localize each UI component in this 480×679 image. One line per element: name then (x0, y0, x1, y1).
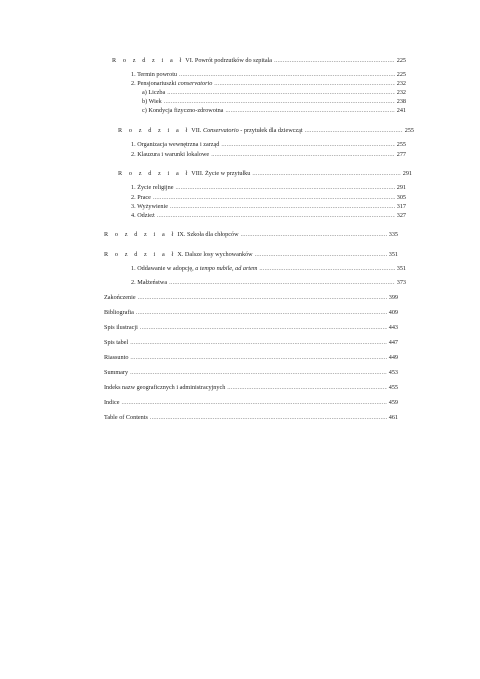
entry-title: Spis ilustracji (104, 324, 138, 331)
toc-entry-section (131, 278, 406, 287)
page-number: 305 (396, 194, 406, 201)
toc-entry-section (131, 202, 406, 211)
entry-title: Indeks nazw geograficznych i administracyjnych (104, 384, 226, 391)
chapter-heading (104, 230, 239, 239)
dot-leader (255, 250, 387, 259)
dot-leader (130, 338, 386, 347)
dot-leader (225, 106, 394, 115)
toc-entry-chapter-7 (118, 126, 414, 135)
dot-leader (130, 368, 387, 377)
toc-entry-section (131, 183, 406, 192)
page-number: 291 (402, 170, 412, 177)
dot-leader (136, 308, 387, 317)
dot-leader (211, 150, 395, 159)
dot-leader (170, 202, 395, 211)
chapter-title: VI. Powrót podrzutków do szpitala (185, 57, 273, 64)
entry-title: Zakończenie (104, 294, 136, 301)
dot-leader (153, 193, 395, 202)
dot-leader (130, 353, 386, 362)
page-number: 447 (388, 339, 398, 346)
entry-title: Riassunto (104, 354, 129, 361)
dot-leader (259, 264, 394, 273)
toc-entry-back-matter (104, 368, 398, 377)
section-title-text: 2. Pensjonariuszki (131, 80, 178, 87)
chapter-title-rest: - przytułek dla dziewcząt (238, 127, 303, 134)
page-number: 455 (388, 384, 398, 391)
page-number: 327 (396, 212, 406, 219)
page-number: 255 (404, 127, 414, 134)
dot-leader (150, 413, 387, 422)
toc-entry-chapter-9 (104, 230, 398, 239)
dot-leader (164, 97, 395, 106)
dot-leader (138, 293, 387, 302)
dot-leader (140, 323, 387, 332)
page-number: 459 (388, 399, 398, 406)
dot-leader (175, 183, 394, 192)
section-title (131, 79, 212, 88)
dot-leader (157, 211, 395, 220)
toc-entry-back-matter (104, 293, 398, 302)
page-number: 351 (396, 265, 406, 272)
chapter-title: VIII. Życie w przytułku (191, 170, 251, 177)
toc-entry-back-matter (104, 323, 398, 332)
chapter-heading (118, 126, 303, 135)
toc-entry-back-matter (104, 308, 398, 317)
dot-leader (169, 278, 395, 287)
page-number: 238 (396, 98, 406, 105)
dot-leader (167, 88, 395, 97)
dot-leader (214, 79, 394, 88)
chapter-title-italic: Conservatorio (202, 127, 239, 134)
chapter-prefix: R o z d z i a ł (118, 170, 190, 177)
page-number: 399 (388, 294, 398, 301)
toc-entry-section (131, 193, 406, 202)
page-number: 317 (396, 203, 406, 210)
page-number: 255 (396, 141, 406, 148)
section-title: 2. Prace (131, 194, 151, 201)
chapter-title: IX. Szkoła dla chłopców (177, 231, 239, 238)
toc-entry-section (131, 264, 406, 273)
dot-leader (179, 70, 395, 79)
chapter-heading (118, 169, 250, 178)
dot-leader (274, 56, 395, 65)
chapter-prefix: R o z d z i a ł (104, 251, 176, 258)
section-title: 4. Odzież (131, 212, 155, 219)
page-number: 232 (396, 80, 406, 87)
page-number: 225 (396, 57, 406, 64)
entry-title: Indice (104, 399, 120, 406)
chapter-prefix: R o z d z i a ł (112, 57, 184, 64)
entry-title: Bibliografia (104, 309, 134, 316)
page-number: 453 (388, 369, 398, 376)
page-number: 409 (388, 309, 398, 316)
toc-entry-section (131, 79, 406, 88)
dot-leader (241, 230, 387, 239)
chapter-prefix: R o z d z i a ł (104, 231, 176, 238)
section-title-italic: conservatorio (177, 80, 213, 87)
chapter-heading (112, 56, 272, 65)
entry-title: Spis tabel (104, 339, 129, 346)
page-number: 291 (396, 184, 406, 191)
toc-entry-back-matter (104, 383, 398, 392)
toc-entry-subsection (142, 97, 406, 106)
page-number: 461 (388, 414, 398, 421)
page-number: 443 (388, 324, 398, 331)
toc-entry-back-matter (104, 398, 398, 407)
toc-entry-back-matter (104, 353, 398, 362)
entry-title: Table of Contents (104, 414, 148, 421)
dot-leader (221, 140, 394, 149)
subsection-title: b) Wiek (142, 98, 162, 105)
toc-entry-section (131, 70, 406, 79)
toc-entry-chapter-8 (118, 169, 412, 178)
toc-entry-section (131, 150, 406, 159)
toc-entry-chapter-10 (104, 250, 398, 259)
section-title-italic: a tempo nubile, ad artem (195, 265, 258, 272)
toc-entry-subsection (142, 88, 406, 97)
entry-title: Summary (104, 369, 129, 376)
toc-entry-chapter-6 (112, 56, 406, 65)
page-number: 277 (396, 151, 406, 158)
section-title (131, 264, 257, 273)
chapter-title: X. Dalsze losy wychowanków (177, 251, 253, 258)
toc-entry-back-matter (104, 413, 398, 422)
dot-leader (227, 383, 386, 392)
dot-leader (121, 398, 386, 407)
chapter-title: VII. (191, 127, 203, 134)
subsection-title: a) Liczba (142, 89, 166, 96)
section-title: 1. Organizacja wewnętrzna i zarząd (131, 141, 220, 148)
chapter-prefix: R o z d z i a ł (118, 127, 190, 134)
section-title-text: 1. Oddawanie w adopcję, (131, 265, 196, 272)
chapter-heading (104, 250, 253, 259)
subsection-title: c) Kondycja fizyczno-zdrowotna (142, 107, 224, 114)
page-number: 335 (388, 231, 398, 238)
page-number: 232 (396, 89, 406, 96)
page-number: 373 (396, 279, 406, 286)
toc-entry-back-matter (104, 338, 398, 347)
toc-entry-section (131, 140, 406, 149)
section-title: 1. Termin powrotu (131, 71, 178, 78)
page-number: 449 (388, 354, 398, 361)
page-number: 241 (396, 107, 406, 114)
dot-leader (252, 169, 400, 178)
page-number: 225 (396, 71, 406, 78)
toc-entry-subsection (142, 106, 406, 115)
section-title: 2. Małżeństwa (131, 279, 168, 286)
dot-leader (305, 126, 403, 135)
toc-entry-section (131, 211, 406, 220)
section-title: 2. Klauzura i warunki lokalowe (131, 151, 210, 158)
section-title: 3. Wyżywienie (131, 203, 168, 210)
section-title: 1. Życie religijne (131, 184, 174, 191)
page-number: 351 (388, 251, 398, 258)
